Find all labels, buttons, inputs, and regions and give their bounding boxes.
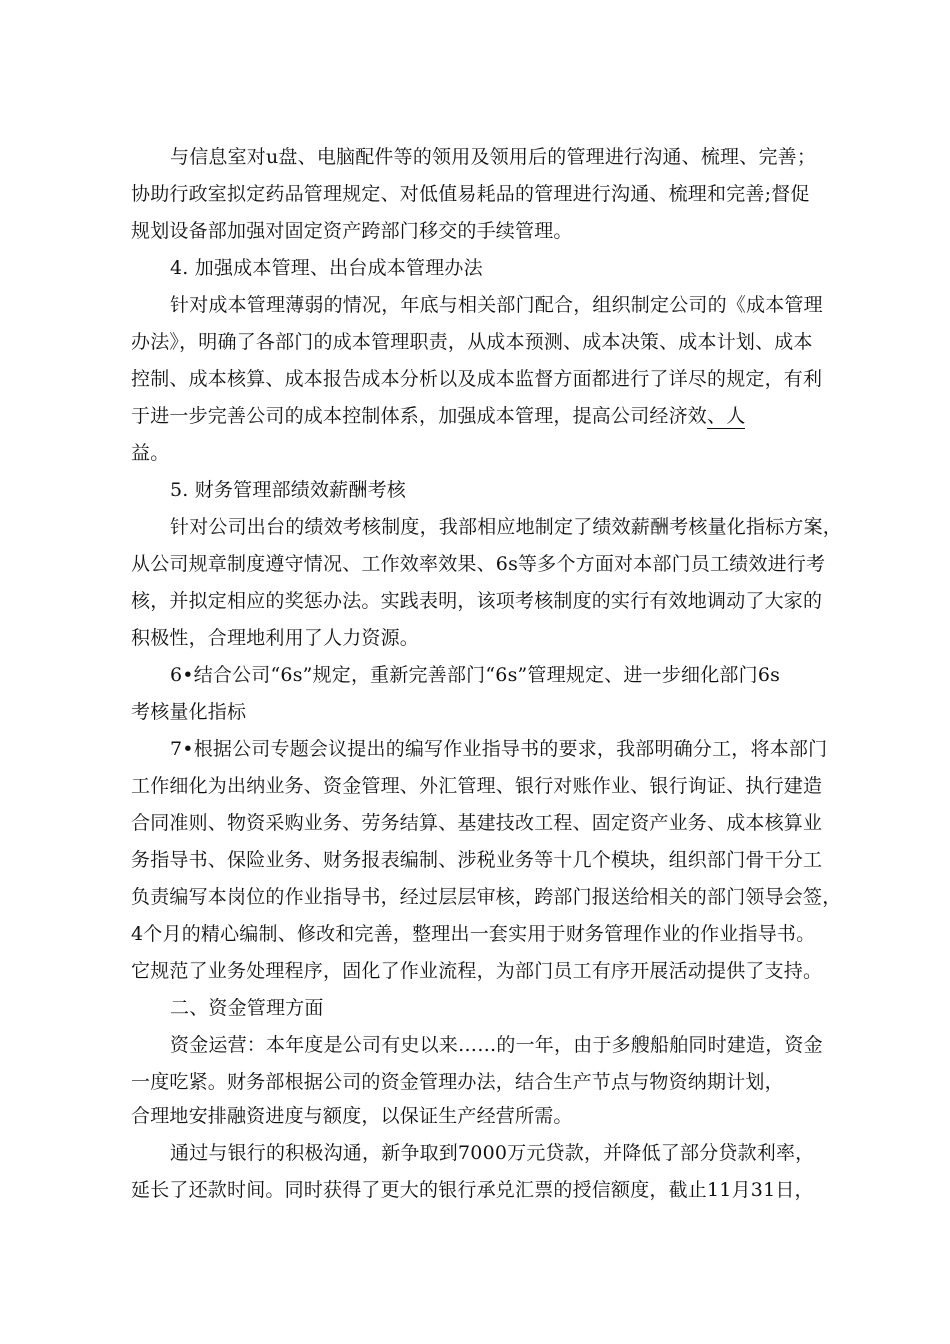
text-line: 与信息室对u盘、电脑配件等的领用及领用后的管理进行沟通、梳理、完善； [170, 146, 817, 168]
section-heading: 7•根据公司专题会议提出的编写作业指导书的要求，我部明确分工，将本部门 [170, 738, 828, 760]
text-line: 积极性，合理地利用了人力资源。 [131, 627, 420, 649]
text-line: 协助行政室拟定药品管理规定、对低值易耗品的管理进行沟通、梳理和完善;督促 [131, 183, 810, 205]
text-line: 务指导书、保险业务、财务报表编制、涉税业务等十几个模块，组织部门骨干分工 [131, 849, 823, 871]
text-line: 一度吃紧。财务部根据公司的资金管理办法，结合生产节点与物资纳期计划， [131, 1071, 784, 1093]
text-line [131, 405, 745, 427]
text-line: 资金运营：本年度是公司有史以来……的一年，由于多艘船舶同时建造，资金 [170, 1034, 823, 1056]
text-line: 延长了还款时间。同时获得了更大的银行承兑汇票的授信额度，截止11月31日， [131, 1179, 814, 1201]
text-line: 它规范了业务处理程序，固化了作业流程，为部门员工有序开展活动提供了支持。 [131, 960, 823, 982]
text-line: 4个月的精心编制、修改和完善，整理出一套实用于财务管理作业的作业指导书。 [131, 923, 816, 945]
section-heading: 6•结合公司“6s”规定，重新完善部门“6s”管理规定、进一步细化部门6s [170, 664, 781, 686]
text-line: 控制、成本核算、成本报告成本分析以及成本监督方面都进行了详尽的规定，有利 [131, 368, 823, 390]
text-line: 负责编写本岗位的作业指导书，经过层层审核，跨部门报送给相关的部门领导会签， [131, 886, 842, 908]
section-heading: 5. 财务管理部绩效薪酬考核 [170, 479, 406, 501]
text-line: 通过与银行的积极沟通，新争取到7000万元贷款，并降低了部分贷款利率， [170, 1142, 815, 1164]
text-line: 规划设备部加强对固定资产跨部门移交的手续管理。 [131, 220, 573, 242]
text-fragment: 于进一步完善公司的成本控制体系，加强成本管理，提高公司经济效 [131, 405, 708, 427]
text-line: 工作细化为出纳业务、资金管理、外汇管理、银行对账作业、银行询证、执行建造 [131, 775, 823, 797]
text-line: 核，并拟定相应的奖惩办法。实践表明，该项考核制度的实行有效地调动了大家的 [131, 590, 823, 612]
text-line: 考核量化指标 [131, 701, 247, 723]
text-line: 合同准则、物资采购业务、劳务结算、基建技改工程、固定资产业务、成本核算业 [131, 812, 823, 834]
text-line: 办法》，明确了各部门的成本管理职责，从成本预测、成本决策、成本计划、成本 [131, 331, 813, 353]
section-heading: 二、资金管理方面 [170, 997, 324, 1019]
text-line: 从公司规章制度遵守情况、工作效率效果、6s等多个方面对本部门员工绩效进行考 [131, 553, 826, 575]
text-line: 益。 [131, 442, 170, 464]
text-line: 合理地安排融资进度与额度，以保证生产经营所需。 [131, 1105, 573, 1127]
underlined-fragment: 、人 [707, 405, 746, 427]
text-line: 针对成本管理薄弱的情况，年底与相关部门配合，组织制定公司的《成本管理 [170, 294, 823, 316]
section-heading: 4. 加强成本管理、出台成本管理办法 [170, 257, 483, 279]
text-line: 针对公司出台的绩效考核制度，我部相应地制定了绩效薪酬考核量化指标方案， [170, 516, 843, 538]
